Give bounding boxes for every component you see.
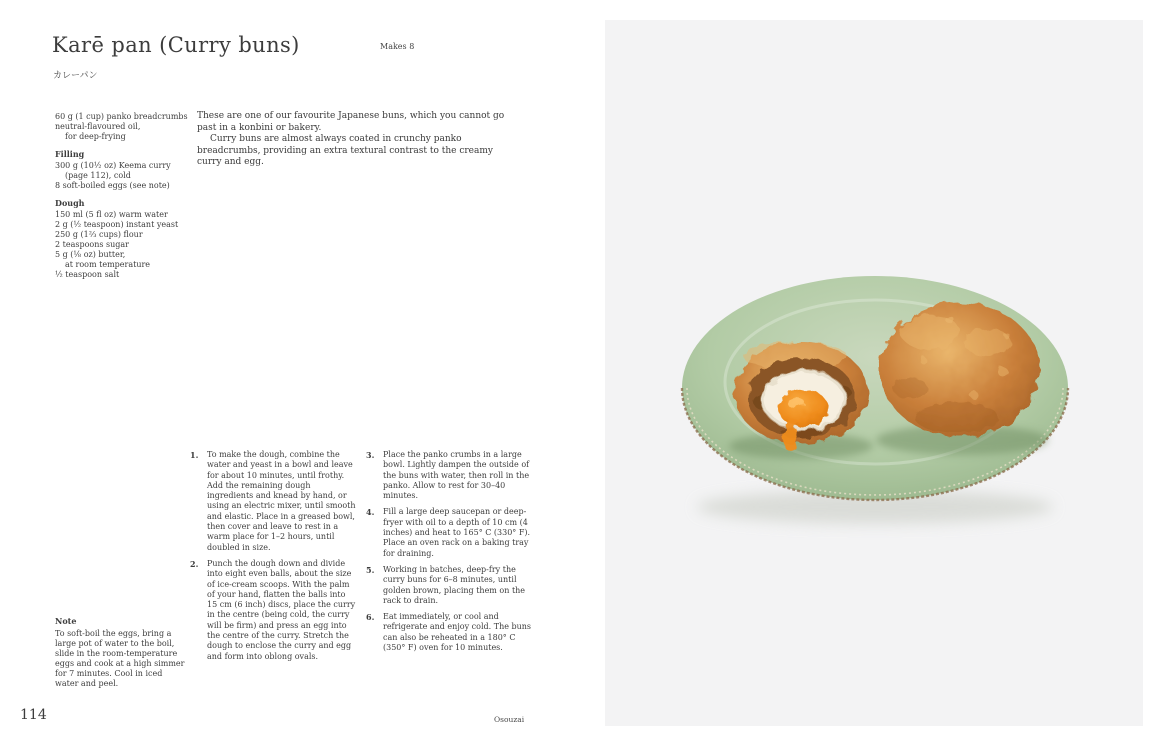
step-text: Fill a large deep saucepan or deep-fryer with oil to a depth of 10 cm (4 inches) and heat to 165° C (330° F). Place an oven rack on a baking tray for draining. xyxy=(383,507,531,558)
step-text: To make the dough, combine the water and yeast in a bowl and leave for about 10 minutes, until frothy. Add the remaining dough ingredients and knead by hand, or using an electric mixer, until smooth and elastic. Place in a greased bowl, then cover and leave to rest in a warm place for 1–2 hours, until doubled in size. xyxy=(207,450,356,552)
step-item xyxy=(190,559,362,662)
intro-paragraph: These are one of our favourite Japanese buns, which you cannot go past in a konbini or bakery. xyxy=(197,111,505,133)
ingredient-group-heading: Dough xyxy=(55,198,85,208)
recipe-yield: Makes 8 xyxy=(380,42,415,51)
food-photo xyxy=(605,20,1143,726)
panko-speck xyxy=(969,390,977,398)
step-number: 5. xyxy=(366,564,375,575)
recipe-title: Karē pan (Curry buns) xyxy=(52,33,300,57)
ingredient-line: 2 teaspoons sugar xyxy=(55,240,129,249)
panko-speck xyxy=(920,357,927,364)
ingredients-list xyxy=(55,112,195,280)
food-photo-svg xyxy=(605,20,1143,726)
ingredient-line: for deep-frying xyxy=(65,132,126,141)
ingredient-line: 5 g (⅛ oz) butter, xyxy=(55,250,126,259)
note-text: To soft-boil the eggs, bring a large pot of water to the boil, slide in the room-temperature eggs and cook at a high simmer for 7 minutes. Cool in iced water and peel. xyxy=(55,629,185,688)
egg-yolk xyxy=(778,389,828,427)
panko-texture xyxy=(915,403,999,433)
ingredient-line: 60 g (1 cup) panko breadcrumbs xyxy=(55,112,188,121)
step-item xyxy=(190,450,362,553)
panko-texture xyxy=(963,329,1011,355)
ingredient-line: (page 112), cold xyxy=(65,171,131,180)
ingredient-line: 8 soft-boiled eggs (see note) xyxy=(55,181,170,190)
ingredient-group-heading: Filling xyxy=(55,149,85,159)
ingredient-line: 300 g (10½ oz) Keema curry xyxy=(55,161,171,170)
ingredient-line: 150 ml (5 fl oz) warm water xyxy=(55,210,168,219)
step-text: Working in batches, deep-fry the curry buns for 6–8 minutes, until golden brown, placing them on the rack to drain. xyxy=(383,564,526,605)
step-item xyxy=(366,450,538,501)
note-heading: Note xyxy=(55,616,77,626)
step-text: Place the panko crumbs in a large bowl. Lightly dampen the outside of the buns with water, then roll in the panko. Allow to rest for 30–40 minutes. xyxy=(383,450,530,501)
yolk-highlight xyxy=(787,398,805,408)
step-number: 1. xyxy=(190,450,199,460)
step-text: Punch the dough down and divide into eight even balls, about the size of ice-cream scoops. With the palm of your hand, flatten the balls into 15 cm (6 inch) discs, place the curry in the centre (being cold, the curry will be firm) and press an egg into the centre of the curry. Stretch the dough to enclose the curry and egg and form into oblong ovals. xyxy=(207,558,356,661)
step-text: Eat immediately, or cool and refrigerate and enjoy cold. The buns can also be reheated in a 180° C (350° F) oven for 10 minutes. xyxy=(383,612,532,653)
step-number: 2. xyxy=(190,558,199,569)
panko-texture xyxy=(893,377,927,399)
ingredient-line: ½ teaspoon salt xyxy=(55,270,120,279)
ingredient-group-filling xyxy=(55,149,195,191)
ingredient-line: neutral-flavoured oil, xyxy=(55,122,141,131)
ingredient-line: at room temperature xyxy=(65,260,151,269)
ingredient-line: 250 g (1⅔ cups) flour xyxy=(55,230,143,239)
ingredient-group-main xyxy=(55,112,195,142)
whole-curry-bun xyxy=(880,303,1040,437)
step-number: 3. xyxy=(366,450,375,460)
intro-paragraph: Curry buns are almost always coated in crunchy panko breadcrumbs, providing an extra textural contrast to the creamy curry and egg. xyxy=(197,134,493,168)
instructions-column-1 xyxy=(190,450,362,668)
recipe-note xyxy=(55,616,187,689)
recipe-introduction xyxy=(197,111,515,169)
recipe-title-japanese: カレーパン xyxy=(53,71,98,81)
panko-speck xyxy=(946,316,954,324)
step-item xyxy=(366,565,538,606)
step-number: 6. xyxy=(366,612,375,623)
panko-speck xyxy=(1004,333,1010,339)
page-number: 114 xyxy=(20,707,47,723)
panko-speck xyxy=(998,367,1008,377)
step-item xyxy=(366,507,538,558)
ingredient-line: 2 g (½ teaspoon) instant yeast xyxy=(55,220,179,229)
section-footer: Osouzai xyxy=(494,715,525,724)
step-number: 4. xyxy=(366,507,375,518)
instructions-column-2 xyxy=(366,450,538,659)
step-item xyxy=(366,612,538,653)
ingredient-group-dough xyxy=(55,198,195,280)
